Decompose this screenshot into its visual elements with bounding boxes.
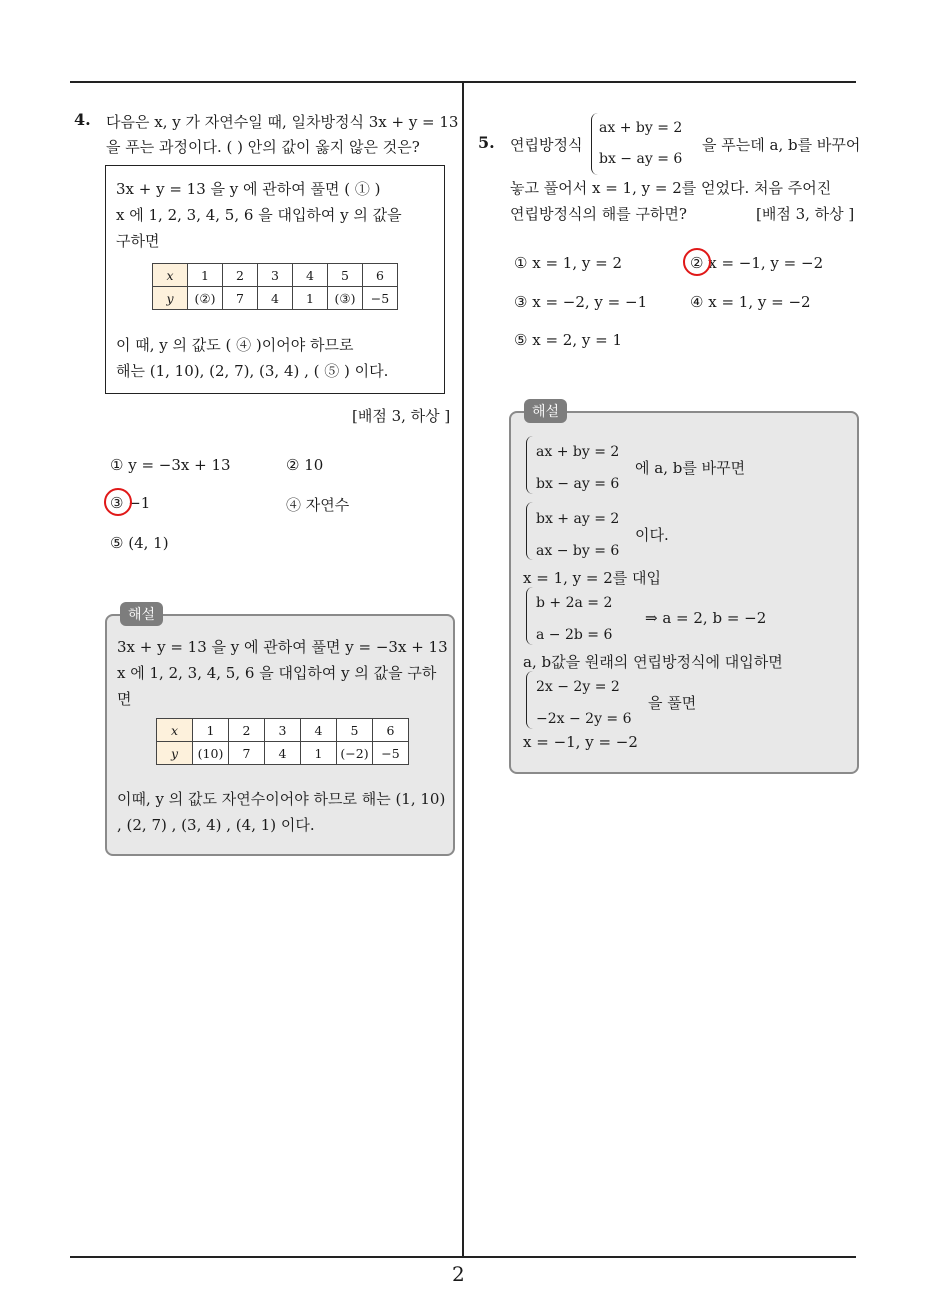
q4-sol-line1: 3x + y = 13 을 y 에 관하여 풀면 y = −3x + 13: [117, 638, 448, 656]
table-cell: 6: [373, 719, 409, 742]
q5-sol-text6: 을 풀면: [648, 694, 697, 712]
q4-sol-line5: , (2, 7) , (3, 4) , (4, 1) 이다.: [117, 816, 315, 834]
q5-sol-text1: 에 a, b를 바꾸면: [635, 459, 746, 477]
table-cell: 5: [337, 719, 373, 742]
table-row: [153, 287, 398, 310]
q5-sol-text4: ⇒ a = 2, b = −2: [645, 609, 767, 627]
q4-box-line1: 3x + y = 13 을 y 에 관하여 풀면 ( ① ): [116, 180, 381, 198]
q5-sol-sys4b: −2x − 2y = 6: [536, 711, 632, 727]
table-cell: 3: [258, 264, 293, 287]
q4-option-2[interactable]: ② 10: [286, 456, 324, 474]
table-cell: −5: [373, 742, 409, 765]
q5-stem-b: 을 푸는데 a, b를 바꾸어: [702, 136, 861, 154]
table-cell: 4: [258, 287, 293, 310]
page-number: 2: [452, 1262, 465, 1286]
q4-box-line5: 해는 (1, 10), (2, 7), (3, 4) , ( ⑤ ) 이다.: [116, 362, 389, 380]
q4-box-line3: 구하면: [116, 232, 160, 250]
q4-sol-line2: x 에 1, 2, 3, 4, 5, 6 을 대입하여 y 의 값을 구하: [117, 664, 437, 682]
table-cell: 2: [229, 719, 265, 742]
q4-box-line4: 이 때, y 의 값도 ( ④ )이어야 하므로: [116, 336, 354, 354]
q4-number: 4.: [74, 110, 91, 129]
table-cell: 4: [265, 742, 301, 765]
table-cell: 7: [229, 742, 265, 765]
q5-number: 5.: [478, 133, 495, 152]
table-header-y: y: [157, 742, 193, 765]
q5-stem-a: 연립방정식: [510, 136, 583, 154]
table-cell: (−2): [337, 742, 373, 765]
q5-stem-line2: 놓고 풀어서 x = 1, y = 2를 얻었다. 처음 주어진: [510, 179, 832, 197]
q5-system-brace: [591, 113, 598, 175]
q5-sol-text7: x = −1, y = −2: [523, 733, 638, 751]
q5-sol-sys4a: 2x − 2y = 2: [536, 679, 620, 695]
q5-sol-text5: a, b값을 원래의 연립방정식에 대입하면: [523, 653, 783, 671]
q4-sol-line4: 이때, y 의 값도 자연수이어야 하므로 해는 (1, 10): [117, 790, 446, 808]
q5-sol-text2: 이다.: [635, 526, 669, 544]
q4-solution-box: [105, 614, 455, 856]
q4-stem-line2: 을 푸는 과정이다. ( ) 안의 값이 옳지 않은 것은?: [106, 138, 420, 156]
table-row: [157, 719, 409, 742]
table-cell: 3: [265, 719, 301, 742]
q5-sol-brace-2: [526, 502, 533, 560]
column-divider: [462, 81, 464, 1257]
table-cell: 2: [223, 264, 258, 287]
q4-process-box: [105, 165, 445, 394]
q5-option-1[interactable]: ① x = 1, y = 2: [514, 254, 622, 272]
q5-sol-sys2a: bx + ay = 2: [536, 511, 620, 527]
q5-system-eq2: bx − ay = 6: [599, 151, 683, 167]
table-cell: 1: [193, 719, 229, 742]
table-cell: 6: [363, 264, 398, 287]
table-header-x: x: [153, 264, 188, 287]
answer-mark-circle: [683, 248, 711, 276]
q5-sol-sys3a: b + 2a = 2: [536, 595, 613, 611]
q5-sol-brace-3: [526, 587, 533, 645]
q5-score: [배점 3, 하상 ]: [756, 205, 855, 223]
q5-sol-brace-4: [526, 671, 533, 729]
q5-sol-sys1b: bx − ay = 6: [536, 476, 620, 492]
q5-option-5[interactable]: ⑤ x = 2, y = 1: [514, 331, 622, 349]
table-cell: 1: [188, 264, 223, 287]
q4-solution-table: [156, 718, 409, 765]
table-row: [153, 264, 398, 287]
q4-sol-line3: 면: [117, 690, 132, 708]
answer-mark-circle: [104, 488, 132, 516]
q5-sol-sys2b: ax − by = 6: [536, 543, 620, 559]
q4-option-5[interactable]: ⑤ (4, 1): [110, 534, 169, 552]
q5-sol-brace-1: [526, 436, 533, 494]
table-cell: −5: [363, 287, 398, 310]
q5-sol-sys1a: ax + by = 2: [536, 444, 620, 460]
footer-rule: [70, 1256, 856, 1258]
q4-option-1[interactable]: ① y = −3x + 13: [110, 456, 231, 474]
q4-option-4[interactable]: ④ 자연수: [286, 496, 350, 514]
q5-solution-box: [509, 411, 859, 774]
q4-value-table: [152, 263, 398, 310]
q4-stem-line1: 다음은 x, y 가 자연수일 때, 일차방정식 3x + y = 13: [106, 113, 459, 131]
table-row: [157, 742, 409, 765]
q4-score: [배점 3, 하상 ]: [352, 407, 451, 425]
q4-option-3[interactable]: ③ −1: [110, 494, 151, 512]
table-cell: (③): [328, 287, 363, 310]
table-cell: 4: [301, 719, 337, 742]
table-cell: 7: [223, 287, 258, 310]
table-cell: (②): [188, 287, 223, 310]
q5-stem-line3: 연립방정식의 해를 구하면?: [510, 205, 687, 223]
q5-sol-sys3b: a − 2b = 6: [536, 627, 613, 643]
table-header-y: y: [153, 287, 188, 310]
table-cell: 4: [293, 264, 328, 287]
q5-option-3[interactable]: ③ x = −2, y = −1: [514, 293, 648, 311]
table-cell: 5: [328, 264, 363, 287]
q5-option-2[interactable]: ② x = −1, y = −2: [690, 254, 824, 272]
table-cell: (10): [193, 742, 229, 765]
q5-sol-text3: x = 1, y = 2를 대입: [523, 569, 662, 587]
q5-option-4[interactable]: ④ x = 1, y = −2: [690, 293, 811, 311]
table-cell: 1: [293, 287, 328, 310]
q5-solution-tag: 해설: [524, 399, 567, 423]
table-cell: 1: [301, 742, 337, 765]
table-header-x: x: [157, 719, 193, 742]
q5-system-eq1: ax + by = 2: [599, 120, 683, 136]
q4-box-line2: x 에 1, 2, 3, 4, 5, 6 을 대입하여 y 의 값을: [116, 206, 402, 224]
q4-solution-tag: 해설: [120, 602, 163, 626]
